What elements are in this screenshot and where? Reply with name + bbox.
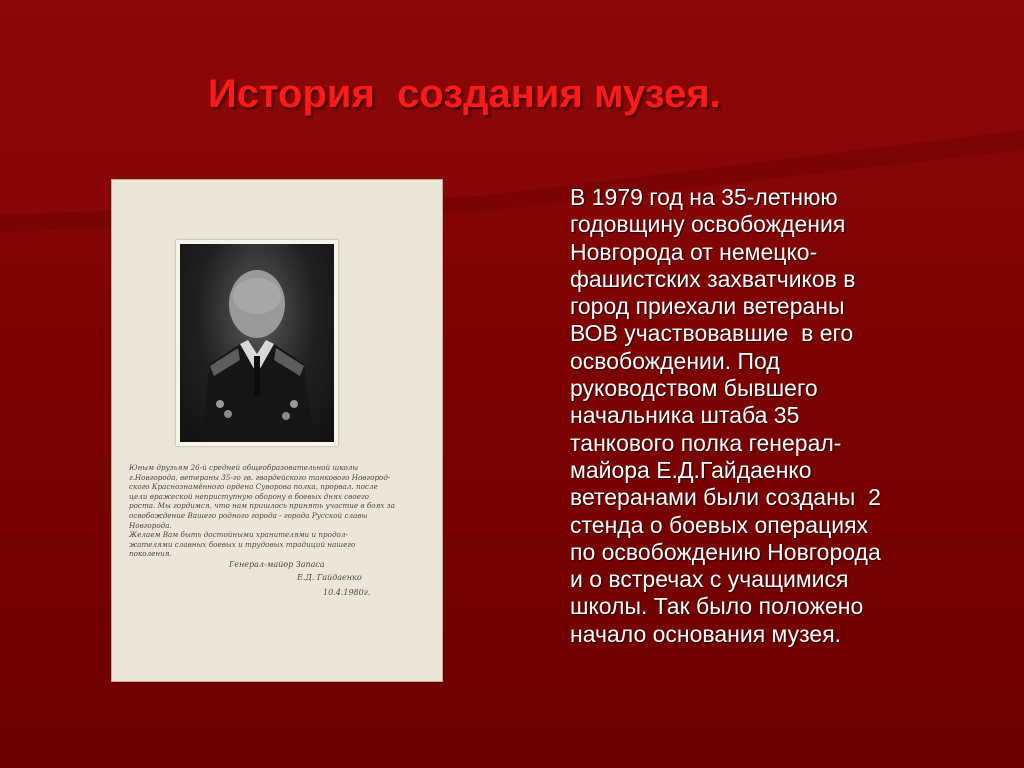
inscription-line: жателями славных боевых и трудовых традиций нашего	[129, 539, 356, 549]
inscription-line: Юным друзьям 26-й средней общеобразовательной школы	[129, 463, 359, 472]
slide-body-text: В 1979 год на 35-летнюю годовщину освобождения Новгорода от немецко- фашистских захватчиков в город приехали ветераны ВОВ участвовавшие в его освобождении. Под руководством бывшего начальника штаба 35 танкового полка генерал- майора Е.Д.Гайдаенко ветеранами были созданы 2 стенда о боевых операциях по освобождению Новгорода и о встречах с учащимися школы. Так было положено начало основания музея.	[570, 184, 881, 647]
inscription-line: освобождение Вашего родного города - города Русской славы	[129, 510, 368, 520]
signature-name: Е.Д. Гайдаенко	[297, 573, 362, 582]
inscription-line: ского Краснознамённого ордена Суворова полка, прорвал. после	[129, 482, 378, 492]
dedication-inscription	[129, 463, 429, 559]
inscription-line: Новгорода.	[129, 520, 172, 530]
portrait-photo	[180, 244, 334, 442]
signature-date: 10.4.1980г.	[323, 588, 371, 597]
slide-title: История создания музея.	[208, 72, 721, 116]
inscription-line: Желаем Вам быть достойными хранителями и продол-	[129, 530, 348, 540]
document-photo	[111, 179, 443, 682]
inscription-line: роста. Мы гордимся, что нам пришлось принять участие в боях за	[129, 501, 395, 511]
inscription-line: поколения.	[129, 549, 172, 559]
signature-title: Генерал-майор Запаса	[229, 560, 325, 569]
inscription-line: цели вражеской неприступную оборону в боевых днях своего	[129, 491, 369, 501]
inscription-line: г.Новгорода, ветераны 35-го гв. гвардейского танкового Новгород-	[129, 472, 391, 482]
portrait-illustration	[180, 244, 334, 442]
